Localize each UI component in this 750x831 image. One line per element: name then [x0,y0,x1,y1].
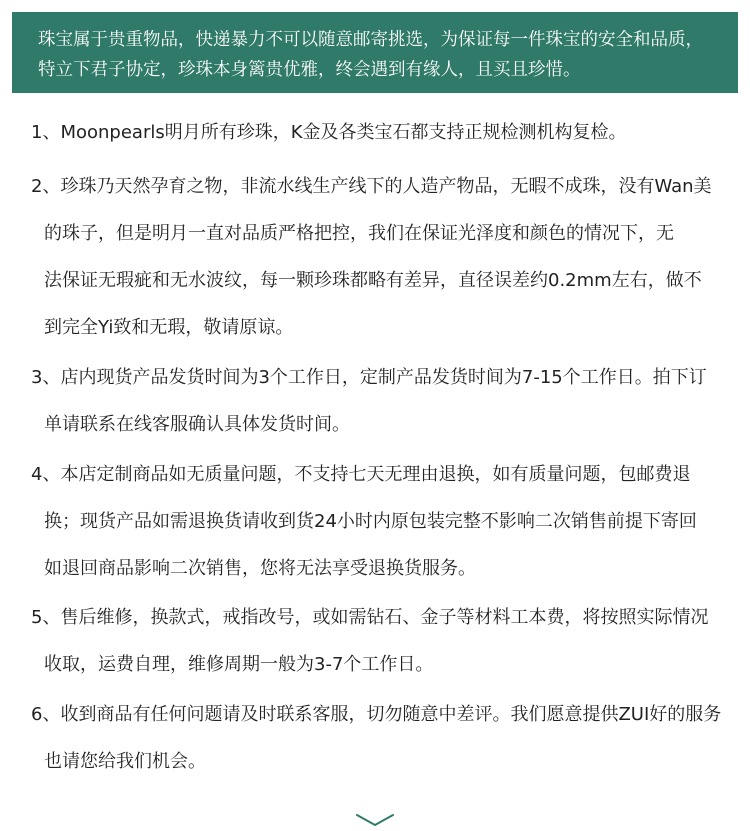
term-5-line: 收取，运费自理，维修周期一般为3-7个工作日。 [44,654,434,675]
term-4-line: 换；现货产品如需退换货请收到货24小时内原包装完整不影响二次销售前提下寄回 [44,511,697,532]
term-2-line: 的珠子，但是明月一直对品质严格把控，我们在保证光泽度和颜色的情况下，无 [44,223,674,244]
term-1-line: 1、Moonpearls明月所有珍珠，K金及各类宝石都支持正规检测机构复检。 [31,122,627,143]
term-2-line: 2、珍珠乃天然孕育之物，非流水线生产线下的人造产物品，无暇不成珠，没有Wan美 [31,176,712,197]
term-2-line: 到完全Yi致和无瑕，敬请原谅。 [44,317,294,338]
term-4-line: 如退回商品影响二次销售，您将无法享受退换货服务。 [44,558,476,579]
term-5-line: 5、售后维修，换款式，戒指改号，或如需钻石、金子等材料工本费，将按照实际情况 [31,607,709,628]
term-3-line: 单请联系在线客服确认具体发货时间。 [44,414,350,435]
notice-line: 珠宝属于贵重物品，快递暴力不可以随意邮寄挑选，为保证每一件珠宝的安全和品质， [38,30,703,50]
term-2-line: 法保证无瑕疵和无水波纹，每一颗珍珠都略有差异，直径误差约0.2mm左右，做不 [44,270,702,291]
term-3-line: 3、店内现货产品发货时间为3个工作日，定制产品发货时间为7-15个工作日。拍下订 [31,367,707,388]
term-6-line: 也请您给我们机会。 [44,751,206,772]
notice-banner [12,12,738,93]
term-6-line: 6、收到商品有任何问题请及时联系客服，切勿随意中差评。我们愿意提供ZUI好的服务 [31,704,722,725]
chevron-down-icon [355,812,395,828]
notice-line: 特立下君子协定，珍珠本身篱贵优雅，终会遇到有缘人，且买且珍惜。 [38,60,581,80]
term-4-line: 4、本店定制商品如无质量问题，不支持七天无理由退换，如有质量问题，包邮费退 [31,464,691,485]
